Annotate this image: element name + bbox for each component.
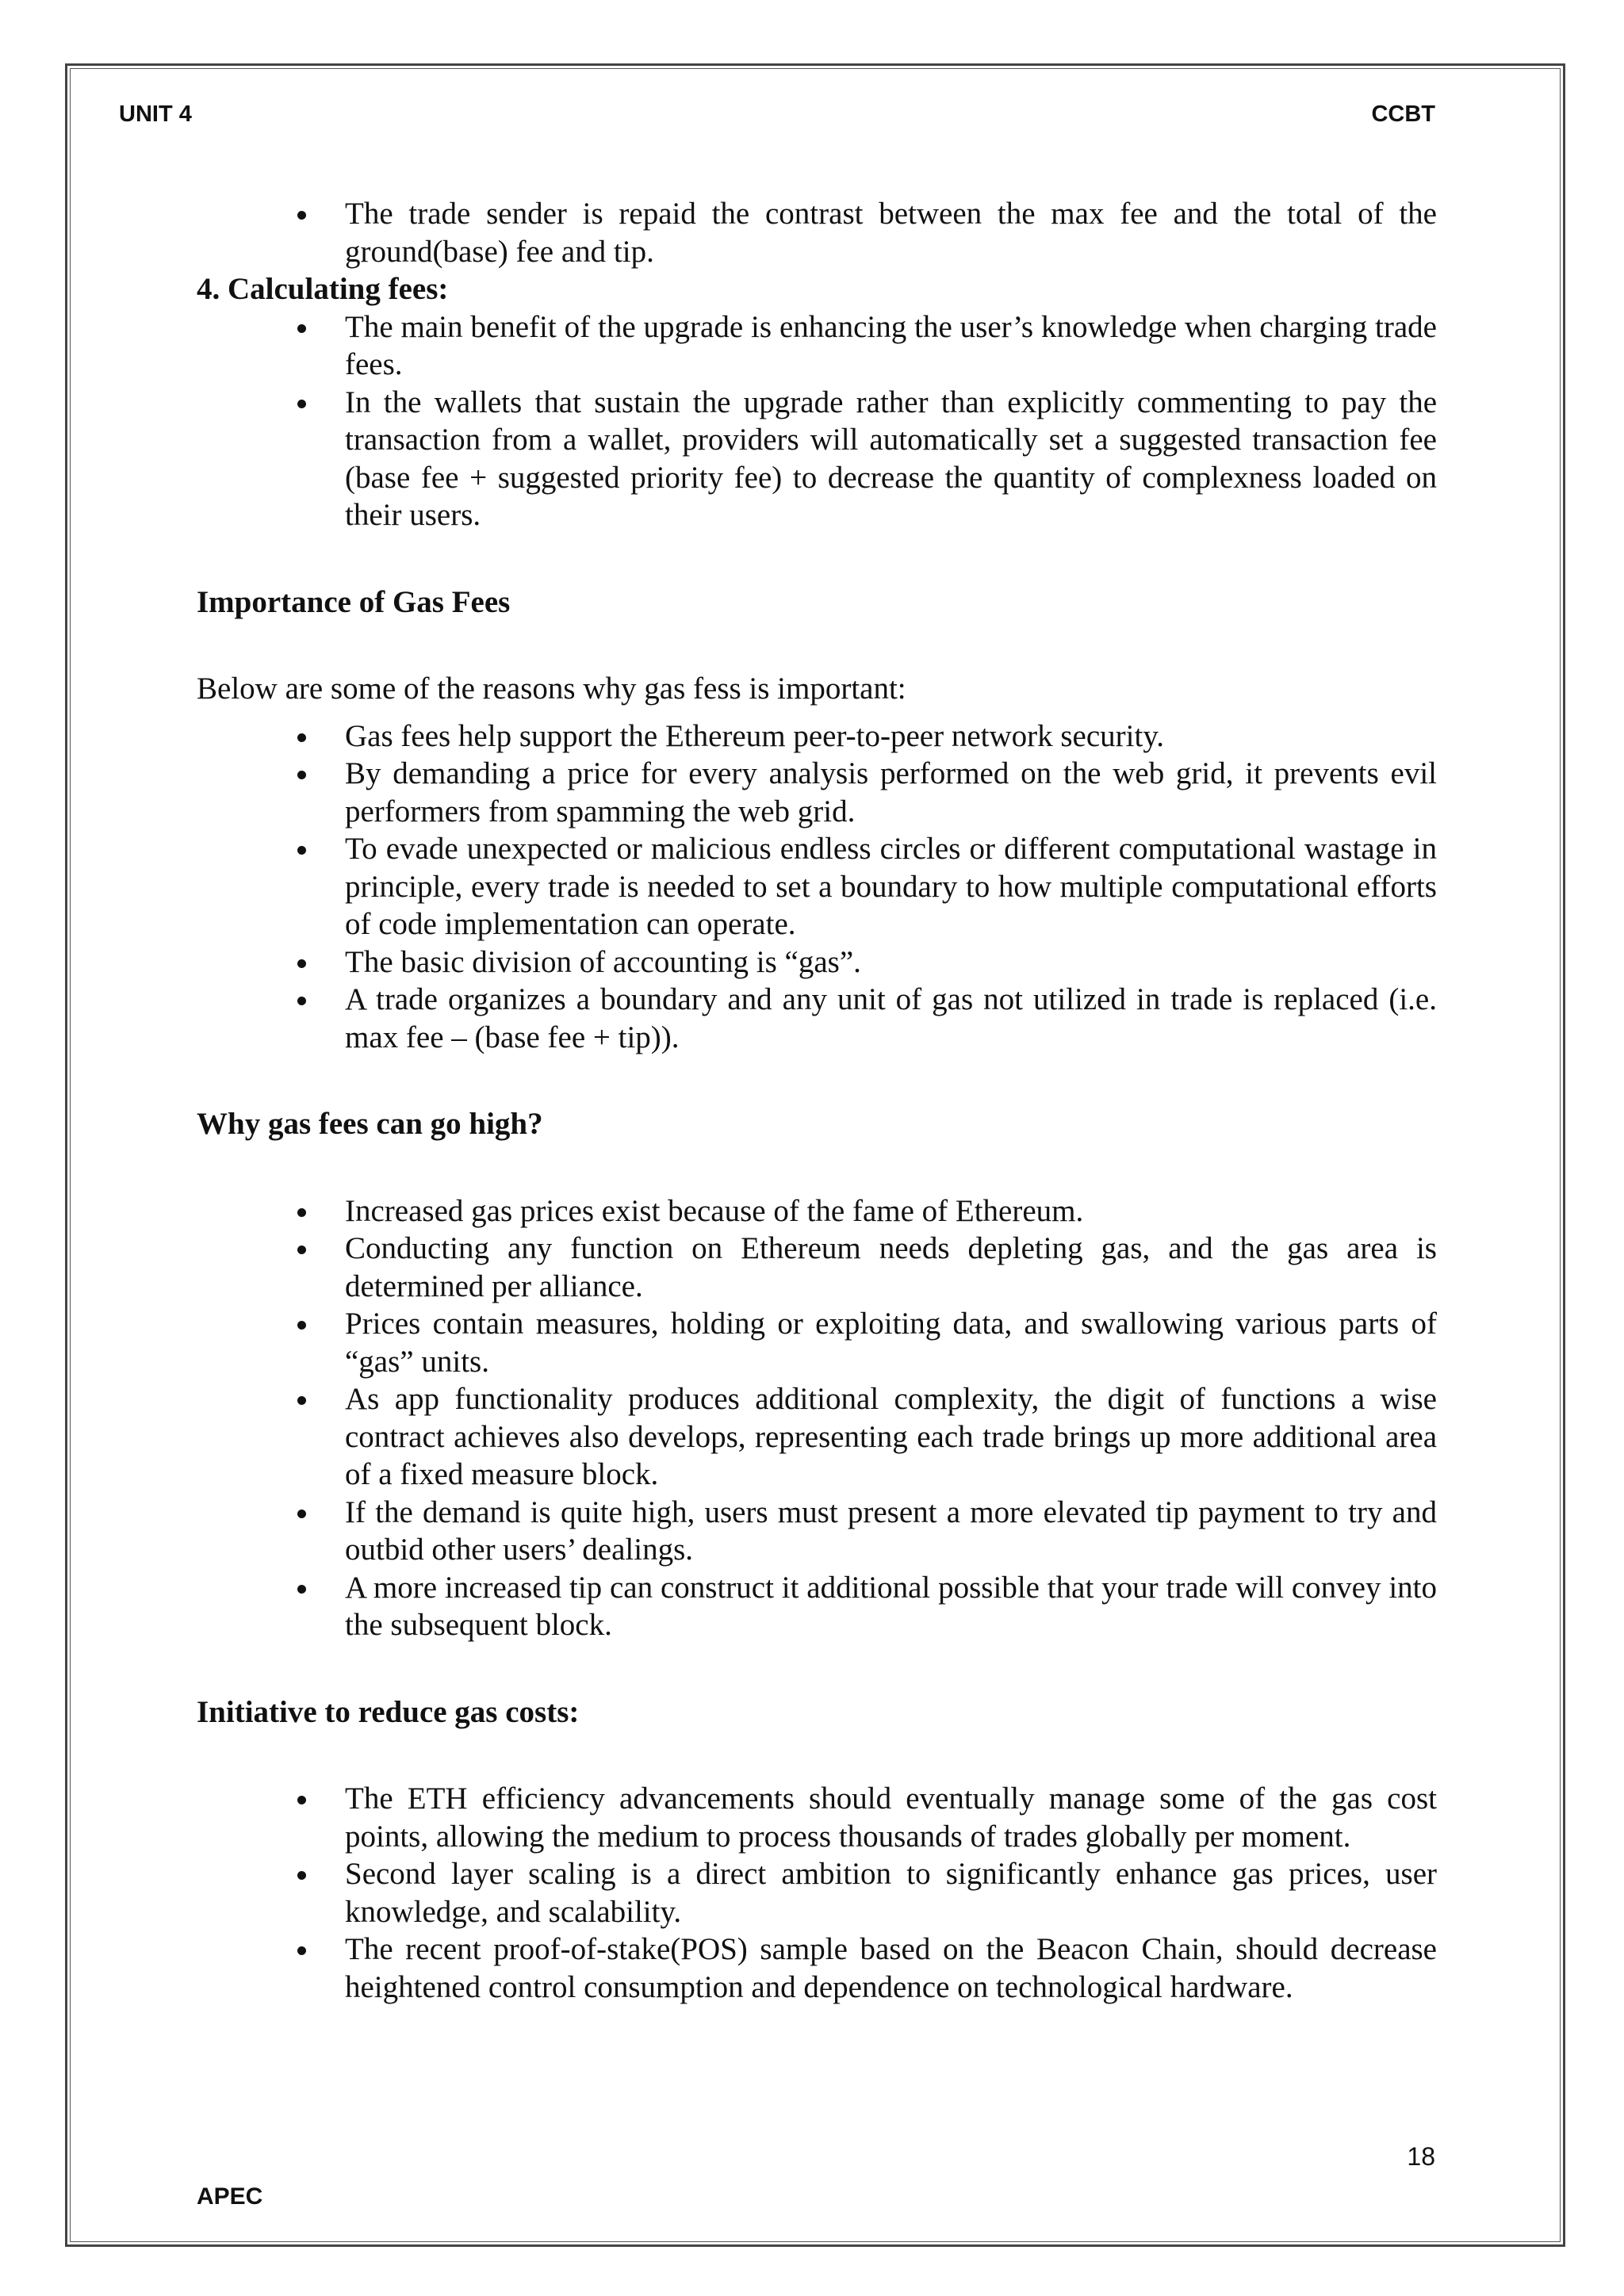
header-unit: UNIT 4 <box>119 101 192 127</box>
importance-bullet-list <box>197 718 1437 1057</box>
calculating-fees-heading: 4. Calculating fees: <box>197 272 449 306</box>
list-item: The ETH efficiency advancements should eventually manage some of the gas cost points, allowing the medium to process thousands of trades globally per moment. <box>345 1780 1437 1855</box>
calculating-bullet-list <box>197 308 1437 534</box>
why-high-heading: Why gas fees can go high? <box>197 1107 543 1141</box>
list-item: Second layer scaling is a direct ambition to significantly enhance gas prices, user knowledge, and scalability. <box>345 1855 1437 1931</box>
list-item: Conducting any function on Ethereum needs depleting gas, and the gas area is determined per alliance. <box>345 1230 1437 1305</box>
header-course: CCBT <box>1371 101 1435 127</box>
list-item: The trade sender is repaid the contrast between the max fee and the total of the ground(base) fee and tip. <box>345 195 1437 270</box>
page-number: 18 <box>1407 2142 1435 2171</box>
list-item: A more increased tip can construct it additional possible that your trade will convey into the subsequent block. <box>345 1569 1437 1644</box>
list-item: Increased gas prices exist because of the fame of Ethereum. <box>345 1192 1437 1230</box>
list-item: If the demand is quite high, users must present a more elevated tip payment to try and outbid other users’ dealings. <box>345 1494 1437 1569</box>
list-item: The recent proof-of-stake(POS) sample based on the Beacon Chain, should decrease heightened control consumption and dependence on technological hardware. <box>345 1931 1437 2006</box>
list-item: In the wallets that sustain the upgrade rather than explicitly commenting to pay the transaction from a wallet, providers will automatically set a suggested transaction fee (base fee + suggested priority fee) to decrease the quantity of complexness loaded on their users. <box>345 384 1437 534</box>
list-item: Gas fees help support the Ethereum peer-to-peer network security. <box>345 718 1437 756</box>
list-item: To evade unexpected or malicious endless circles or different computational wastage in principle, every trade is needed to set a boundary to how multiple computational efforts of code implementation can operate. <box>345 830 1437 943</box>
initiative-bullet-list <box>197 1780 1437 2006</box>
list-item: A trade organizes a boundary and any unit of gas not utilized in trade is replaced (i.e. max fee – (base fee + tip)). <box>345 981 1437 1056</box>
intro-bullet-list <box>197 195 1437 270</box>
list-item: The main benefit of the upgrade is enhancing the user’s knowledge when charging trade fees. <box>345 308 1437 384</box>
footer-college: APEC <box>197 2183 263 2210</box>
initiative-heading: Initiative to reduce gas costs: <box>197 1694 580 1729</box>
list-item: Prices contain measures, holding or exploiting data, and swallowing various parts of “gas” units. <box>345 1305 1437 1380</box>
importance-intro: Below are some of the reasons why gas fess is important: <box>197 672 906 706</box>
list-item: The basic division of accounting is “gas”. <box>345 943 1437 982</box>
importance-heading: Importance of Gas Fees <box>197 584 511 619</box>
list-item: By demanding a price for every analysis performed on the web grid, it prevents evil performers from spamming the web grid. <box>345 755 1437 830</box>
page-content <box>197 195 1437 2006</box>
why-high-bullet-list <box>197 1192 1437 1644</box>
list-item: As app functionality produces additional complexity, the digit of functions a wise contract achieves also develops, representing each trade brings up more additional area of a fixed measure block. <box>345 1380 1437 1494</box>
